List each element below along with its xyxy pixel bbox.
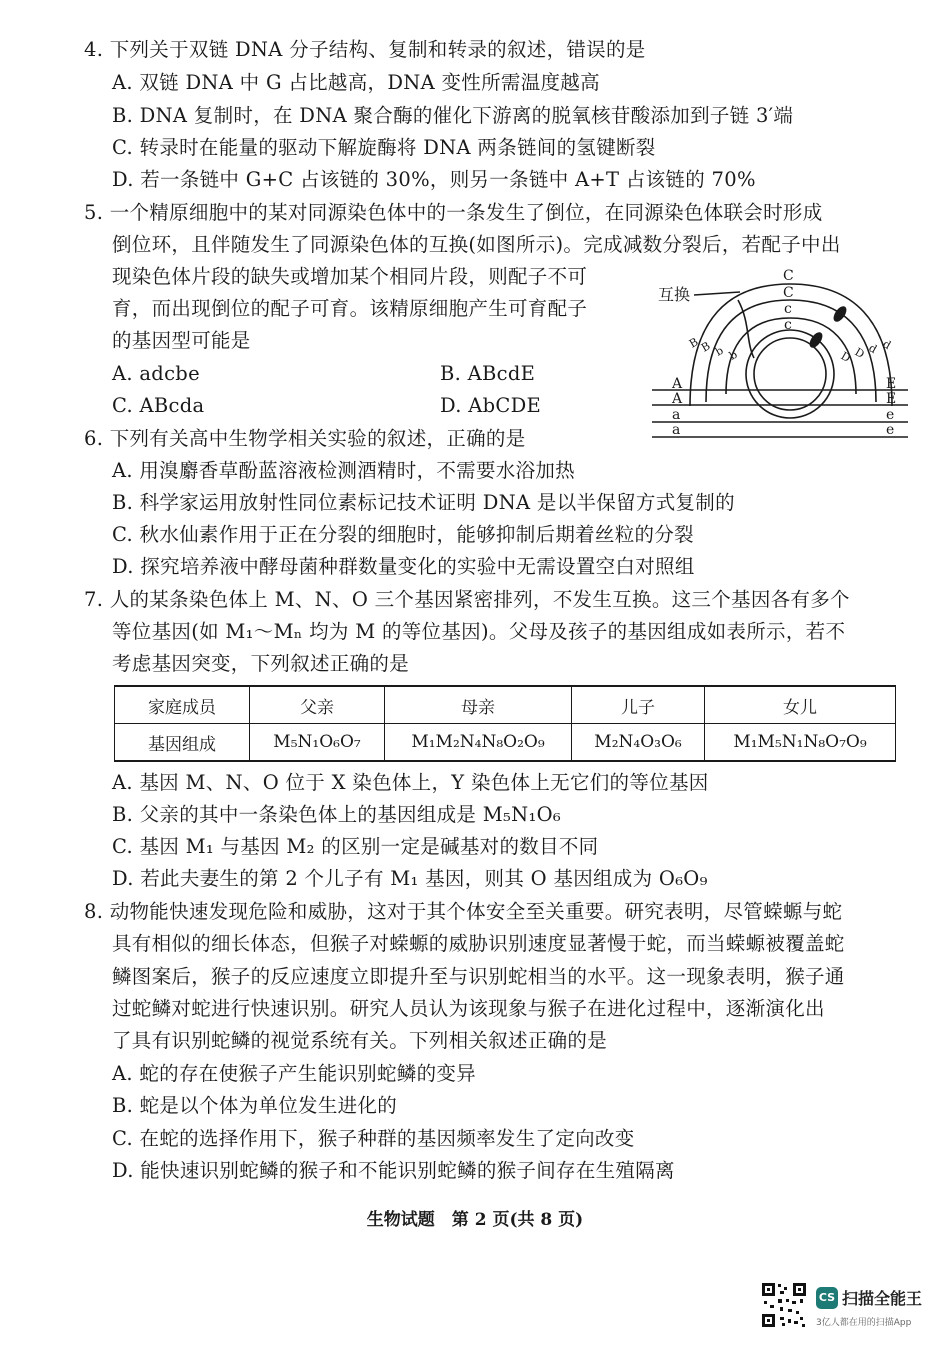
label-right-2: E <box>886 391 897 407</box>
q5-stem-line1: 5. 一个精原细胞中的某对同源染色体中的一条发生了倒位，在同源染色体联会时形成 <box>84 201 823 224</box>
gene-table-cell: M₂N₄O₃O₆ <box>572 724 705 762</box>
gene-table-row-label: 基因组成 <box>115 724 250 762</box>
label-right-3: e <box>886 407 895 423</box>
q4-option-d: D. 若一条链中 G+C 占该链的 30%，则另一条链中 A+T 占该链的 70% <box>112 168 756 191</box>
label-top-1: C <box>783 268 794 284</box>
scanner-tagline: 3亿人都在用的扫描App <box>816 1318 912 1328</box>
q5-option-d: D. AbCDE <box>440 394 542 417</box>
q5-stem-line4: 育，而出现倒位的配子可育。该精原细胞产生可育配子 <box>112 297 588 320</box>
label-left-1: A <box>672 376 683 392</box>
q5-stem-line3: 现染色体片段的缺失或增加某个相同片段，则配子不可 <box>112 265 588 288</box>
q5-stem-line2: 倒位环，且伴随发生了同源染色体的互换(如图所示)。完成减数分裂后，若配子中出 <box>112 233 841 256</box>
q7-stem-line2: 等位基因(如 M₁～Mₙ 均为 M 的等位基因)。父母及孩子的基因组成如表所示，若不 <box>112 620 846 643</box>
gene-table-header-cell: 母亲 <box>385 686 572 724</box>
label-loop-right-3: d <box>866 341 880 357</box>
label-right-1: E <box>886 376 897 392</box>
label-left-2: A <box>672 391 683 407</box>
centromere-mark-2 <box>808 331 824 349</box>
loop-chromatid-core <box>754 338 826 410</box>
q7-stem-line3: 考虑基因突变，下列叙述正确的是 <box>112 652 410 675</box>
q5-option-b: B. ABcdE <box>440 362 536 385</box>
q8-option-a: A. 蛇的存在使猴子产生能识别蛇鳞的变异 <box>112 1062 476 1085</box>
inversion-loop-diagram <box>650 262 910 447</box>
scanner-brand-name: 扫描全能王 <box>842 1289 923 1308</box>
gene-table-cell: M₅N₁O₆O₇ <box>250 724 385 762</box>
label-left-4: a <box>672 422 681 438</box>
label-loop-right-4: d <box>880 337 894 353</box>
gene-table-cell: M₁M₂N₄N₈O₂O₉ <box>385 724 572 762</box>
q8-option-b: B. 蛇是以个体为单位发生进化的 <box>112 1094 398 1117</box>
gene-table-header-cell: 父亲 <box>250 686 385 724</box>
label-loop-left-4: b <box>727 347 740 363</box>
gene-table-row <box>115 724 896 762</box>
gene-table-header-cell: 家庭成员 <box>115 686 250 724</box>
q8-stem-line1: 8. 动物能快速发现危险和威胁，这对于其个体安全至关重要。研究表明，尽管蝾螈与蛇 <box>84 900 843 923</box>
q5-stem-line5: 的基因型可能是 <box>112 329 251 352</box>
crossover-label: 互换 <box>658 285 691 304</box>
q5-option-a: A. adcbe <box>112 362 200 385</box>
gene-table-header-cell: 儿子 <box>572 686 705 724</box>
label-right-4: e <box>886 422 895 438</box>
label-loop-left-2: B <box>699 339 713 355</box>
label-top-4: c <box>784 317 792 333</box>
q4-option-a: A. 双链 DNA 中 G 占比越高，DNA 变性所需温度越高 <box>112 71 600 94</box>
q7-option-d: D. 若此夫妻生的第 2 个儿子有 M₁ 基因，则其 O 基因组成为 O₆O₉ <box>112 867 708 890</box>
label-left-3: a <box>672 407 681 423</box>
q6-option-c: C. 秋水仙素作用于正在分裂的细胞时，能够抑制后期着丝粒的分裂 <box>112 523 694 546</box>
q8-stem-line5: 了具有识别蛇鳞的视觉系统有关。下列相关叙述正确的是 <box>112 1029 608 1052</box>
gene-table-cell: M₁M₅N₁N₈O₇O₉ <box>705 724 896 762</box>
q7-option-a: A. 基因 M、N、O 位于 X 染色体上，Y 染色体上无它们的等位基因 <box>112 771 709 794</box>
q4-stem: 4. 下列关于双链 DNA 分子结构、复制和转录的叙述，错误的是 <box>84 38 646 61</box>
q7-option-c: C. 基因 M₁ 与基因 M₂ 的区别一定是碱基对的数目不同 <box>112 835 599 858</box>
label-top-3: c <box>784 301 792 317</box>
gene-table-header-row <box>115 686 896 724</box>
qr-code-icon <box>760 1281 808 1329</box>
label-loop-right-1: D <box>838 349 853 366</box>
q4-option-c: C. 转录时在能量的驱动下解旋酶将 DNA 两条链间的氢键断裂 <box>112 136 656 159</box>
q6-option-d: D. 探究培养液中酵母菌种群数量变化的实验中无需设置空白对照组 <box>112 555 695 578</box>
q8-option-d: D. 能快速识别蛇鳞的猴子和不能识别蛇鳞的猴子间存在生殖隔离 <box>112 1159 675 1182</box>
gene-table-header-cell: 女儿 <box>705 686 896 724</box>
q8-stem-line4: 过蛇鳞对蛇进行快速识别。研究人员认为该现象与猴子在进化过程中，逐渐演化出 <box>112 997 825 1020</box>
label-loop-right-2: D <box>852 345 867 362</box>
camscanner-logo-icon: CS <box>816 1287 838 1309</box>
centromere-mark-1 <box>832 305 848 323</box>
label-loop-left-3: b <box>713 343 726 359</box>
q8-stem-line3: 鳞图案后，猴子的反应速度立即提升至与识别蛇相当的水平。这一现象表明，猴子通 <box>112 965 845 988</box>
q8-stem-line2: 具有相似的细长体态，但猴子对蝾螈的威胁识别速度显著慢于蛇，而当蝾螈被覆盖蛇 <box>112 932 845 955</box>
label-loop-left-1: B <box>687 335 701 351</box>
q6-stem: 6. 下列有关高中生物学相关实验的叙述，正确的是 <box>84 427 526 450</box>
q6-option-a: A. 用溴麝香草酚蓝溶液检测酒精时，不需要水浴加热 <box>112 459 575 482</box>
q6-option-b: B. 科学家运用放射性同位素标记技术证明 DNA 是以半保留方式复制的 <box>112 491 735 514</box>
q7-stem-line1: 7. 人的某条染色体上 M、N、O 三个基因紧密排列，不发生互换。这三个基因各有多个 <box>84 588 850 611</box>
q4-option-b: B. DNA 复制时，在 DNA 聚合酶的催化下游离的脱氧核苷酸添加到子链 3′端 <box>112 104 794 127</box>
q7-option-b: B. 父亲的其中一条染色体上的基因组成是 M₅N₁O₆ <box>112 803 561 826</box>
label-top-2: C <box>783 285 794 301</box>
scanner-watermark <box>816 1286 923 1328</box>
page-footer: 生物试题 第 2 页(共 8 页) <box>366 1210 584 1230</box>
q8-option-c: C. 在蛇的选择作用下，猴子种群的基因频率发生了定向改变 <box>112 1127 635 1150</box>
gene-table <box>114 685 896 762</box>
q5-option-c: C. ABcda <box>112 394 205 417</box>
crossover-pointer <box>694 292 740 295</box>
